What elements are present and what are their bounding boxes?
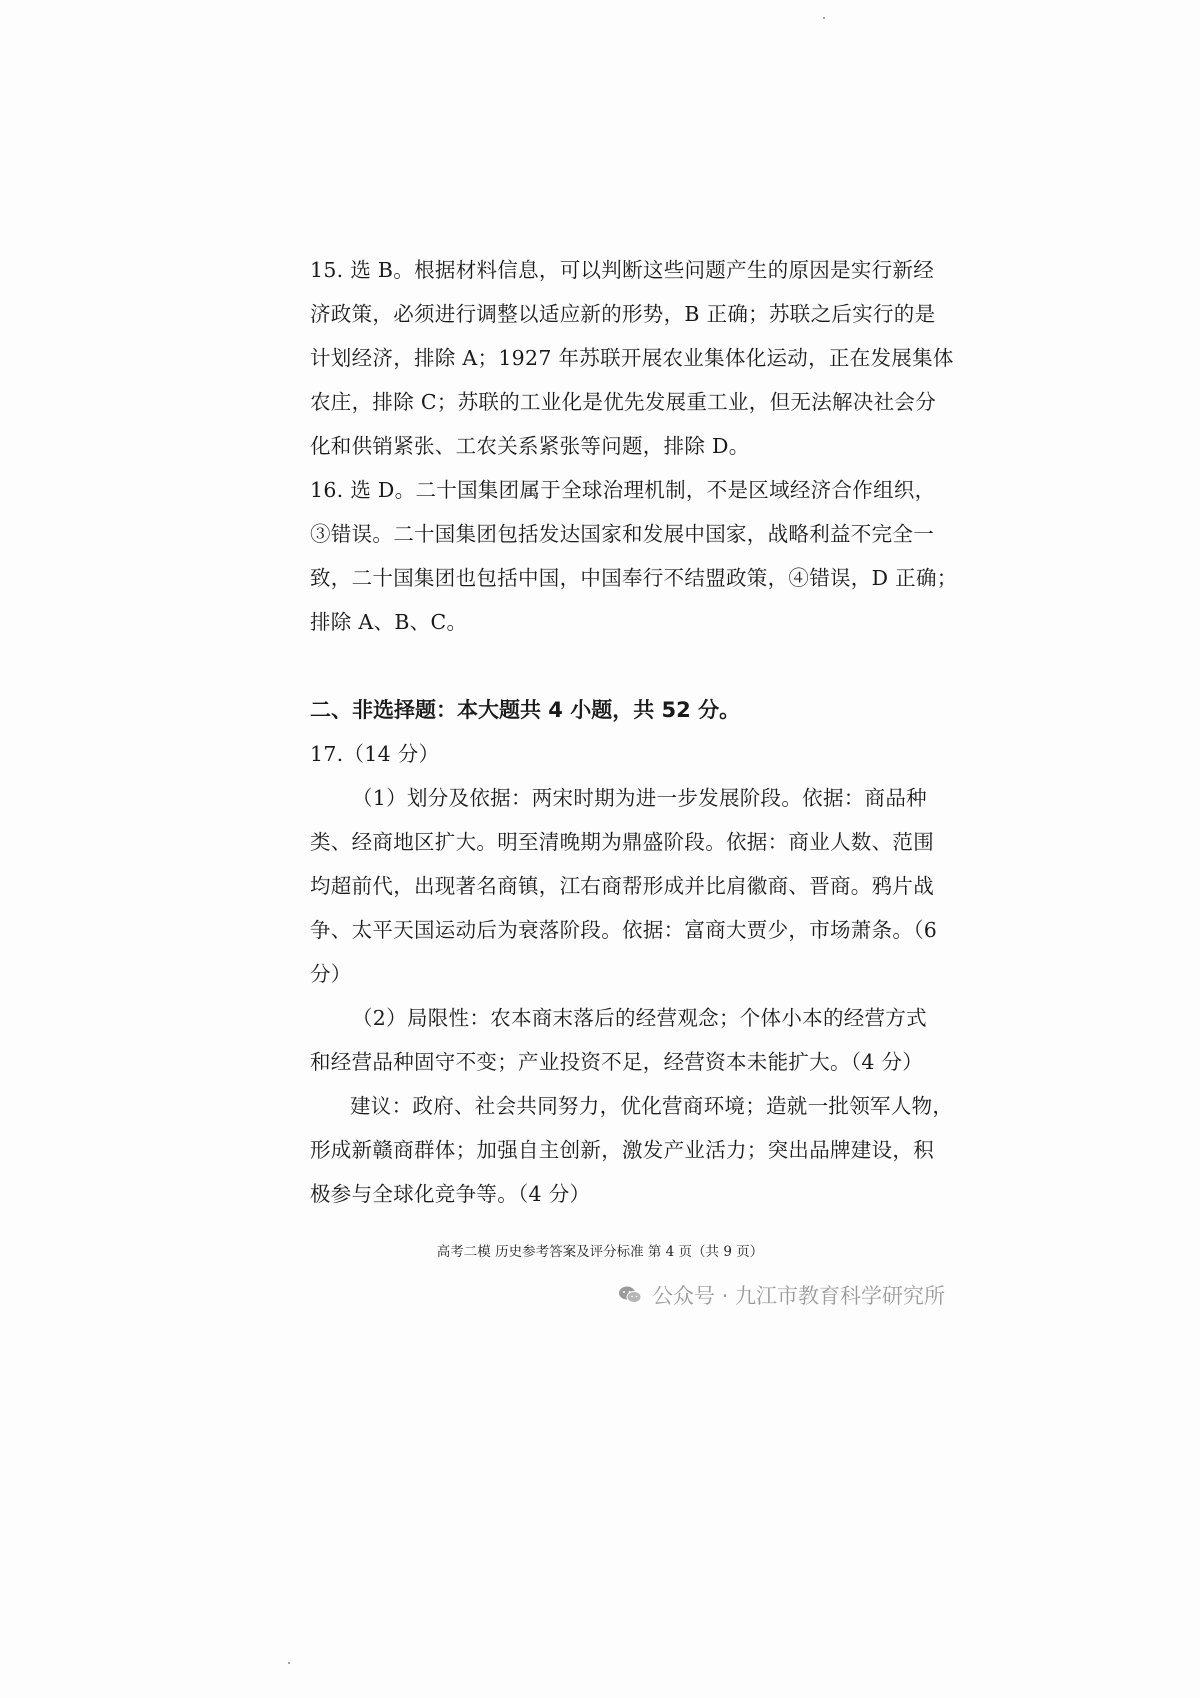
text-line: 16. 选 D。二十国集团属于全球治理机制，不是区域经济合作组织，	[310, 478, 936, 502]
text-line: 均超前代，出现著名商镇，江右商帮形成并比肩徽商、晋商。鸦片战	[310, 874, 934, 898]
text-line: （2）局限性：农本商末落后的经营观念；个体小本的经营方式	[352, 1006, 927, 1030]
text-line: 极参与全球化竞争等。（4 分）	[310, 1182, 591, 1206]
text-line: 15. 选 B。根据材料信息，可以判断这些问题产生的原因是实行新经	[310, 258, 935, 282]
watermark	[618, 1280, 945, 1310]
answer-17-suggestion	[310, 1084, 954, 1216]
text-line: 类、经商地区扩大。明至清晚期为鼎盛阶段。依据：商业人数、范围	[310, 830, 934, 854]
choice-answers	[310, 248, 958, 644]
text-line: 形成新赣商群体；加强自主创新，激发产业活力；突出品牌建设，积	[310, 1138, 934, 1162]
wechat-icon	[618, 1285, 642, 1305]
answer-17-part-1	[310, 776, 938, 996]
text-line: 致，二十国集团也包括中国，中国奉行不结盟政策，④错误，D 正确；	[310, 566, 958, 590]
scan-speck	[288, 1662, 290, 1664]
answer-16	[310, 468, 958, 644]
text-line: 计划经济，排除 A；1927 年苏联开展农业集体化运动，正在发展集体	[310, 346, 954, 370]
answer-15	[310, 248, 954, 468]
text-line: ③错误。二十国集团包括发达国家和发展中国家，战略利益不完全一	[310, 522, 934, 546]
page-footer: 高考二模 历史参考答案及评分标准 第 4 页（共 9 页）	[436, 1244, 764, 1260]
text-line: 争、太平天国运动后为衰落阶段。依据：富商大贾少，市场萧条。（6	[310, 918, 938, 942]
text-line: 济政策，必须进行调整以适应新的形势，B 正确；苏联之后实行的是	[310, 302, 936, 326]
text-line: 排除 A、B、C。	[310, 610, 468, 634]
question-17-title: 17.（14 分）	[310, 742, 440, 766]
text-line: 建议：政府、社会共同努力，优化营商环境；造就一批领军人物，	[350, 1094, 954, 1118]
text-line: （1）划分及依据：两宋时期为进一步发展阶段。依据：商品种	[352, 786, 927, 810]
non-choice-answers	[310, 732, 954, 1216]
text-line: 和经营品种固守不变；产业投资不足，经营资本未能扩大。（4 分）	[310, 1050, 924, 1074]
text-line: 化和供销紧张、工农关系紧张等问题，排除 D。	[310, 434, 750, 458]
text-line: 农庄，排除 C；苏联的工业化是优先发展重工业，但无法解决社会分	[310, 390, 936, 414]
answer-17-part-2	[310, 996, 927, 1084]
watermark-text: 公众号 · 九江市教育科学研究所	[652, 1284, 946, 1308]
text-line: 分）	[310, 962, 352, 986]
scan-speck	[823, 17, 825, 19]
section-heading: 二、非选择题：本大题共 4 小题，共 52 分。	[310, 698, 741, 722]
